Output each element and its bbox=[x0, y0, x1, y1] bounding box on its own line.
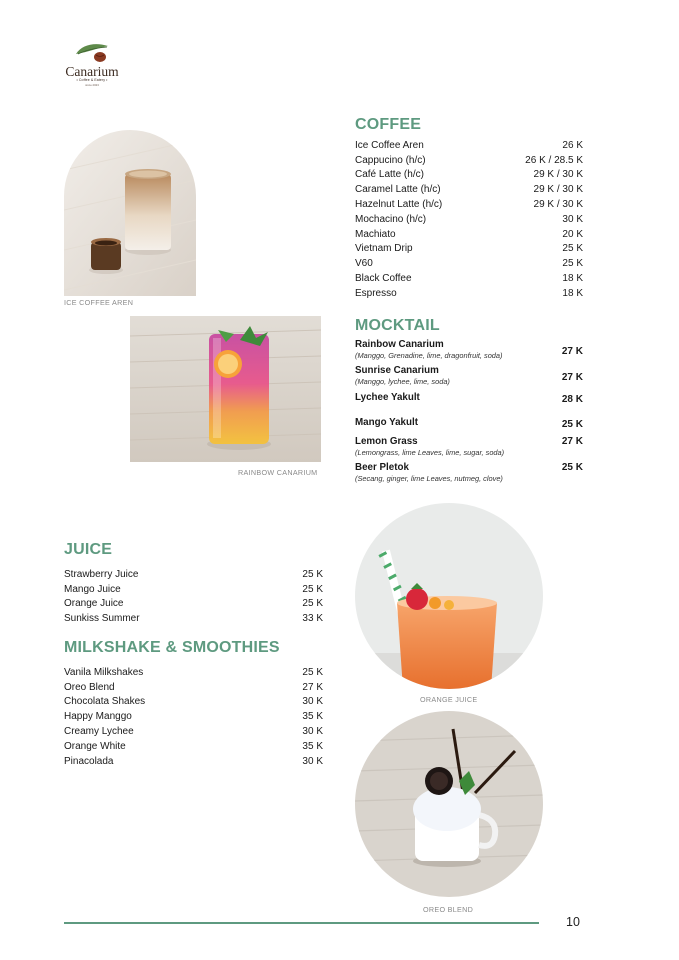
item-description: (Manggo, Grenadine, lime, dragonfruit, soda) bbox=[355, 351, 503, 360]
item-name: Strawberry Juice bbox=[64, 568, 139, 580]
item-price: 29 K / 30 K bbox=[533, 184, 583, 196]
item-name: Oreo Blend bbox=[64, 681, 115, 693]
ice-coffee-aren-photo bbox=[64, 130, 196, 296]
menu-item bbox=[355, 212, 583, 227]
item-price: 25 K bbox=[561, 419, 583, 430]
item-name: Orange White bbox=[64, 740, 126, 752]
coffee-leaf-icon bbox=[74, 42, 110, 64]
menu-item bbox=[355, 365, 583, 386]
orange-juice-photo bbox=[355, 503, 543, 689]
item-price: 25 K bbox=[302, 598, 323, 610]
menu-item bbox=[355, 153, 583, 168]
item-name: Rainbow Canarium bbox=[355, 339, 444, 350]
item-price: 26 K / 28.5 K bbox=[525, 154, 583, 166]
menu-item bbox=[355, 242, 583, 257]
coffee-section-title: COFFEE bbox=[355, 116, 422, 133]
mocktail-section-title: MOCKTAIL bbox=[355, 317, 440, 334]
item-price: 29 K / 30 K bbox=[533, 169, 583, 181]
menu-item bbox=[355, 138, 583, 153]
item-name: Beer Pletok bbox=[355, 462, 409, 473]
footer-divider bbox=[64, 922, 539, 924]
menu-item bbox=[355, 227, 583, 242]
menu-item bbox=[64, 709, 323, 724]
item-name: Orange Juice bbox=[64, 598, 124, 610]
item-price: 30 K bbox=[302, 726, 323, 738]
menu-item bbox=[355, 197, 583, 212]
menu-item bbox=[64, 665, 323, 680]
item-price: 25 K bbox=[302, 666, 323, 678]
item-description: (Manggo, lychee, lime, soda) bbox=[355, 377, 450, 386]
item-price: 30 K bbox=[302, 755, 323, 767]
item-price: 26 K bbox=[562, 139, 583, 151]
item-price: 25 K bbox=[562, 258, 583, 270]
item-name: Machiato bbox=[355, 228, 396, 240]
item-price: 28 K bbox=[561, 394, 583, 405]
item-name: Vietnam Drip bbox=[355, 243, 413, 255]
coffee-menu-list bbox=[355, 138, 583, 301]
menu-item bbox=[355, 339, 583, 360]
oreo-blend-photo bbox=[355, 711, 543, 897]
menu-item bbox=[64, 754, 323, 769]
rainbow-canarium-photo bbox=[130, 316, 321, 462]
item-price: 25 K bbox=[302, 568, 323, 580]
item-price: 30 K bbox=[562, 213, 583, 225]
item-name: Vanila Milkshakes bbox=[64, 666, 144, 678]
item-price: 33 K bbox=[302, 613, 323, 625]
item-name: Espresso bbox=[355, 287, 397, 299]
menu-item bbox=[64, 567, 323, 582]
item-price: 30 K bbox=[302, 696, 323, 708]
menu-item bbox=[355, 271, 583, 286]
item-price: 18 K bbox=[562, 287, 583, 299]
milkshake-section-title: MILKSHAKE & SMOOTHIES bbox=[64, 639, 280, 656]
brand-name: Canarium bbox=[65, 64, 119, 79]
rainbow-canarium-caption: RAINBOW CANARIUM bbox=[238, 468, 318, 477]
item-description: (Lemongrass, lime Leaves, lime, sugar, soda) bbox=[355, 448, 505, 457]
page-number: 10 bbox=[566, 915, 580, 929]
juice-section-title: JUICE bbox=[64, 541, 113, 558]
item-name: Ice Coffee Aren bbox=[355, 139, 424, 151]
brand-established: since 2023 bbox=[85, 83, 99, 87]
item-name: Happy Manggo bbox=[64, 711, 132, 723]
item-name: Sunkiss Summer bbox=[64, 613, 140, 625]
item-name: Mochacino (h/c) bbox=[355, 213, 427, 225]
orange-juice-caption: ORANGE JUICE bbox=[420, 695, 478, 704]
item-name: Mango Juice bbox=[64, 583, 121, 595]
item-name: V60 bbox=[355, 258, 373, 270]
menu-item bbox=[355, 462, 583, 483]
menu-item bbox=[355, 392, 583, 403]
item-price: 25 K bbox=[561, 462, 583, 473]
item-name: Pinacolada bbox=[64, 755, 114, 767]
menu-item bbox=[64, 611, 323, 626]
item-price: 25 K bbox=[562, 243, 583, 255]
menu-item bbox=[355, 256, 583, 271]
item-name: Café Latte (h/c) bbox=[355, 169, 424, 181]
ice-coffee-caption: ICE COFFEE AREN bbox=[64, 298, 134, 307]
menu-item bbox=[355, 182, 583, 197]
item-description: (Secang, ginger, lime Leaves, nutmeg, clove) bbox=[355, 474, 503, 483]
item-name: Chocolata Shakes bbox=[64, 696, 146, 708]
item-name: Lemon Grass bbox=[355, 436, 418, 447]
item-name: Cappucino (h/c) bbox=[355, 154, 426, 166]
milkshake-menu-list bbox=[64, 665, 323, 769]
item-price: 20 K bbox=[562, 228, 583, 240]
item-price: 27 K bbox=[561, 346, 583, 357]
menu-item bbox=[64, 724, 323, 739]
brand-logo bbox=[60, 42, 124, 88]
item-price: 35 K bbox=[302, 740, 323, 752]
brand-tagline: • Coffee & Eatery • bbox=[76, 78, 108, 82]
item-price: 27 K bbox=[561, 372, 583, 383]
item-price: 18 K bbox=[562, 273, 583, 285]
item-price: 25 K bbox=[302, 583, 323, 595]
item-name: Hazelnut Latte (h/c) bbox=[355, 199, 443, 211]
item-name: Lychee Yakult bbox=[355, 392, 420, 403]
menu-item bbox=[355, 286, 583, 301]
menu-item bbox=[355, 168, 583, 183]
item-price: 35 K bbox=[302, 711, 323, 723]
item-name: Black Coffee bbox=[355, 273, 412, 285]
menu-item bbox=[64, 680, 323, 695]
item-price: 29 K / 30 K bbox=[533, 199, 583, 211]
item-name: Caramel Latte (h/c) bbox=[355, 184, 441, 196]
menu-item bbox=[355, 436, 583, 457]
menu-item bbox=[64, 582, 323, 597]
menu-item bbox=[64, 739, 323, 754]
item-name: Mango Yakult bbox=[355, 417, 418, 428]
menu-item bbox=[355, 417, 583, 428]
item-name: Sunrise Canarium bbox=[355, 365, 439, 376]
item-price: 27 K bbox=[302, 681, 323, 693]
juice-menu-list bbox=[64, 567, 323, 626]
menu-item bbox=[64, 695, 323, 710]
item-price: 27 K bbox=[561, 436, 583, 447]
menu-item bbox=[64, 597, 323, 612]
oreo-blend-caption: OREO BLEND bbox=[423, 905, 474, 914]
item-name: Creamy Lychee bbox=[64, 726, 134, 738]
